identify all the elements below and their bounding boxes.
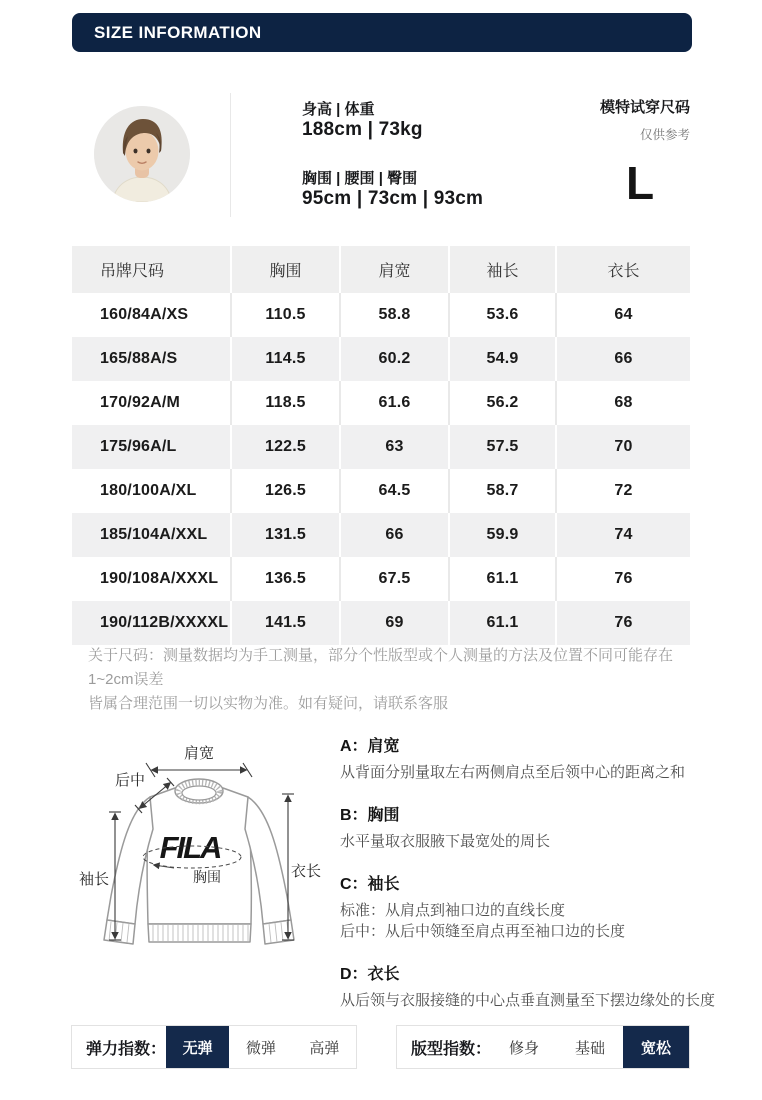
row-measure-value: 72 xyxy=(556,469,690,513)
elastic-index-label: 弹力指数： xyxy=(86,1040,167,1058)
size-table-body xyxy=(72,293,690,645)
index-option: 基础 xyxy=(575,1039,606,1057)
column-header: 胸围 xyxy=(231,246,340,293)
row-measure-value: 110.5 xyxy=(231,293,340,337)
fit-index-label: 版型指数： xyxy=(411,1040,492,1058)
row-measure-value: 114.5 xyxy=(231,337,340,381)
row-measure-value: 61.6 xyxy=(340,381,449,425)
legend-heading: D：衣长 xyxy=(340,966,400,983)
column-header: 吊牌尺码 xyxy=(72,246,231,293)
row-size-label: 190/112B/XXXXL xyxy=(72,601,231,645)
row-measure-value: 131.5 xyxy=(231,513,340,557)
legend-block xyxy=(340,961,750,1011)
height-weight-label: 身高 | 体重 xyxy=(302,101,375,118)
row-measure-value: 63 xyxy=(340,425,449,469)
row-measure-value: 67.5 xyxy=(340,557,449,601)
chest-label: 胸围 xyxy=(193,869,221,885)
row-size-label: 180/100A/XL xyxy=(100,482,197,499)
size-table-header-row xyxy=(72,246,690,293)
row-measure-value: 59.9 xyxy=(449,513,556,557)
model-avatar xyxy=(94,106,190,202)
garment-length-label: 衣长 xyxy=(290,863,322,880)
row-measure-value: 58.8 xyxy=(340,293,449,337)
row-size-label: 170/92A/M xyxy=(100,394,181,411)
measure-legend xyxy=(340,733,750,1030)
row-measure-value: 57.5 xyxy=(449,425,556,469)
legend-text: 后中：从后中领缝至肩点再至袖口边的长度 xyxy=(340,923,626,940)
model-fit-size: L xyxy=(625,157,655,209)
legend-heading: B：胸围 xyxy=(340,807,400,824)
index-option-selected: 无弹 xyxy=(166,1026,229,1068)
size-note xyxy=(88,644,692,716)
table-row xyxy=(72,557,690,601)
garment-measure-diagram xyxy=(78,724,330,964)
row-size-label: 190/108A/XXXL xyxy=(100,570,219,587)
row-measure-value: 68 xyxy=(556,381,690,425)
row-measure-value: 118.5 xyxy=(231,381,340,425)
row-measure-value: 122.5 xyxy=(231,425,340,469)
row-measure-value: 126.5 xyxy=(231,469,340,513)
row-measure-value: 76 xyxy=(556,601,690,645)
row-measure-value: 64.5 xyxy=(340,469,449,513)
index-option: 高弹 xyxy=(309,1039,340,1057)
row-measure-value: 70 xyxy=(556,425,690,469)
section-title-bar xyxy=(72,13,692,52)
row-size-label: 160/84A/XS xyxy=(100,306,189,323)
column-header: 肩宽 xyxy=(340,246,449,293)
elastic-index-options xyxy=(166,1026,356,1068)
column-header: 衣长 xyxy=(556,246,690,293)
height-weight-value: 188cm | 73kg xyxy=(302,119,423,140)
model-fit-note: 仅供参考 xyxy=(639,128,690,142)
girth-label: 胸围 | 腰围 | 臀围 xyxy=(302,170,418,187)
fila-logo-text: FILA xyxy=(159,830,221,865)
model-fit-block xyxy=(470,96,690,143)
index-option: 修身 xyxy=(509,1039,540,1057)
row-measure-value: 74 xyxy=(556,513,690,557)
row-measure-value: 66 xyxy=(556,337,690,381)
legend-block xyxy=(340,802,750,852)
fit-index-options xyxy=(491,1026,689,1068)
row-measure-value: 64 xyxy=(556,293,690,337)
girth-value: 95cm | 73cm | 93cm xyxy=(302,188,484,209)
table-row xyxy=(72,293,690,337)
fit-index-box xyxy=(396,1025,690,1069)
section-title: SIZE INFORMATION xyxy=(94,23,262,42)
legend-block xyxy=(340,871,750,942)
row-size-label: 175/96A/L xyxy=(72,425,231,469)
column-header: 袖长 xyxy=(449,246,556,293)
table-row xyxy=(72,601,690,645)
legend-text: 水平量取衣服腋下最宽处的周长 xyxy=(340,833,551,850)
elastic-index-box xyxy=(71,1025,357,1069)
row-size-label: 185/104A/XXL xyxy=(72,513,231,557)
legend-text: 标准：从肩点到袖口边的直线长度 xyxy=(340,902,566,919)
legend-heading: C：袖长 xyxy=(340,876,400,893)
legend-heading: A：肩宽 xyxy=(340,738,400,755)
row-measure-value: 141.5 xyxy=(231,601,340,645)
row-measure-value: 58.7 xyxy=(449,469,556,513)
row-measure-value: 69 xyxy=(340,601,449,645)
table-row xyxy=(72,469,690,513)
model-fit-label: 模特试穿尺码 xyxy=(599,99,690,116)
row-measure-value: 61.1 xyxy=(449,601,556,645)
row-measure-value: 61.1 xyxy=(449,557,556,601)
row-measure-value: 76 xyxy=(556,557,690,601)
index-option-selected: 宽松 xyxy=(623,1026,689,1068)
legend-text: 从后领与衣服接缝的中心点垂直测量至下摆边缘处的长度 xyxy=(340,992,716,1009)
row-measure-value: 53.6 xyxy=(449,293,556,337)
row-size-label: 165/88A/S xyxy=(72,337,231,381)
model-portrait-illustration xyxy=(94,106,190,202)
sleeve-length-label: 袖长 xyxy=(78,871,110,888)
back-center-label: 后中 xyxy=(114,772,146,789)
row-measure-value: 66 xyxy=(340,513,449,557)
table-row xyxy=(72,513,690,557)
table-row xyxy=(72,337,690,381)
size-note-line2: 皆属合理范围一切以实物为准。如有疑问，请联系客服 xyxy=(88,695,449,712)
legend-block xyxy=(340,733,750,783)
index-option: 微弹 xyxy=(246,1039,277,1057)
row-measure-value: 54.9 xyxy=(449,337,556,381)
size-table xyxy=(72,246,690,645)
legend-text: 从背面分别量取左右两侧肩点至后领中心的距离之和 xyxy=(340,764,686,781)
collar xyxy=(175,779,223,803)
row-measure-value: 60.2 xyxy=(340,337,449,381)
row-measure-value: 136.5 xyxy=(231,557,340,601)
table-row xyxy=(72,381,690,425)
size-note-line1: 关于尺码：测量数据均为手工测量，部分个性版型或个人测量的方法及位置不同可能存在1~2cm误差 xyxy=(88,647,674,688)
vertical-divider xyxy=(230,93,231,217)
row-measure-value: 56.2 xyxy=(449,381,556,425)
shoulder-width-label: 肩宽 xyxy=(183,745,215,762)
table-row xyxy=(72,425,690,469)
